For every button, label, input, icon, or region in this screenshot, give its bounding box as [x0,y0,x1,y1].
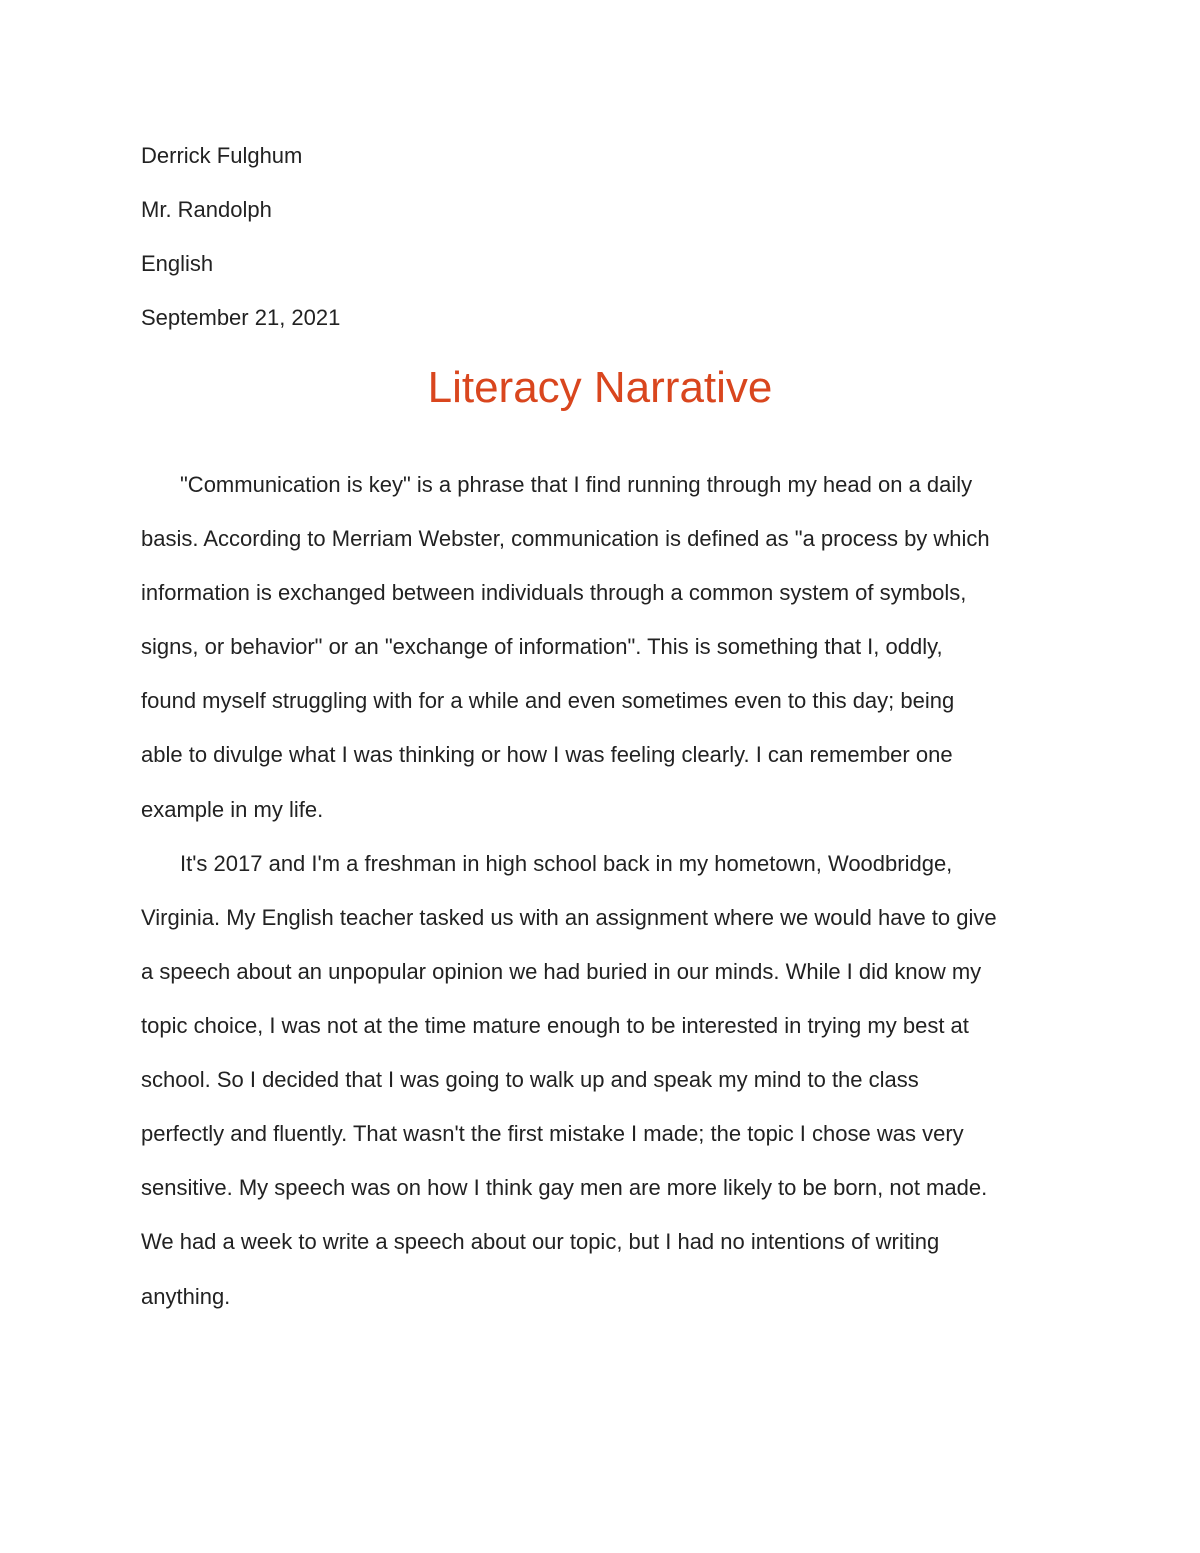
course-name: English [141,251,214,276]
document-date: September 21, 2021 [141,305,341,330]
paragraph-line: Virginia. My English teacher tasked us with an assignment where we would have to give [141,905,997,930]
paragraph-line: able to divulge what I was thinking or how I was feeling clearly. I can remember one [141,742,953,767]
paragraph-line: example in my life. [141,797,324,822]
paragraph-line: sensitive. My speech was on how I think gay men are more likely to be born, not made. [141,1175,988,1200]
document-title: Literacy Narrative [427,363,773,412]
author-name: Derrick Fulghum [141,143,303,168]
paragraph-line: We had a week to write a speech about our topic, but I had no intentions of writing [141,1229,940,1254]
paragraph-line: "Communication is key" is a phrase that I find running through my head on a daily [180,472,973,497]
paragraph-line: topic choice, I was not at the time mature enough to be interested in trying my best at [141,1013,969,1038]
paragraph-line: school. So I decided that I was going to walk up and speak my mind to the class [141,1067,919,1092]
paragraph-line: perfectly and fluently. That wasn't the first mistake I made; the topic I chose was very [141,1121,964,1146]
paragraph-line: It's 2017 and I'm a freshman in high school back in my hometown, Woodbridge, [180,851,953,876]
instructor-name: Mr. Randolph [141,197,272,222]
paragraph-line: found myself struggling with for a while and even sometimes even to this day; being [141,688,955,713]
paragraph-line: basis. According to Merriam Webster, communication is defined as "a process by which [141,526,990,551]
paragraph-line: information is exchanged between individuals through a common system of symbols, [141,580,967,605]
paragraph-line: signs, or behavior" or an "exchange of information". This is something that I, oddly, [141,634,943,659]
paragraph-line: a speech about an unpopular opinion we had buried in our minds. While I did know my [141,959,982,984]
paragraph-line: anything. [141,1284,231,1309]
